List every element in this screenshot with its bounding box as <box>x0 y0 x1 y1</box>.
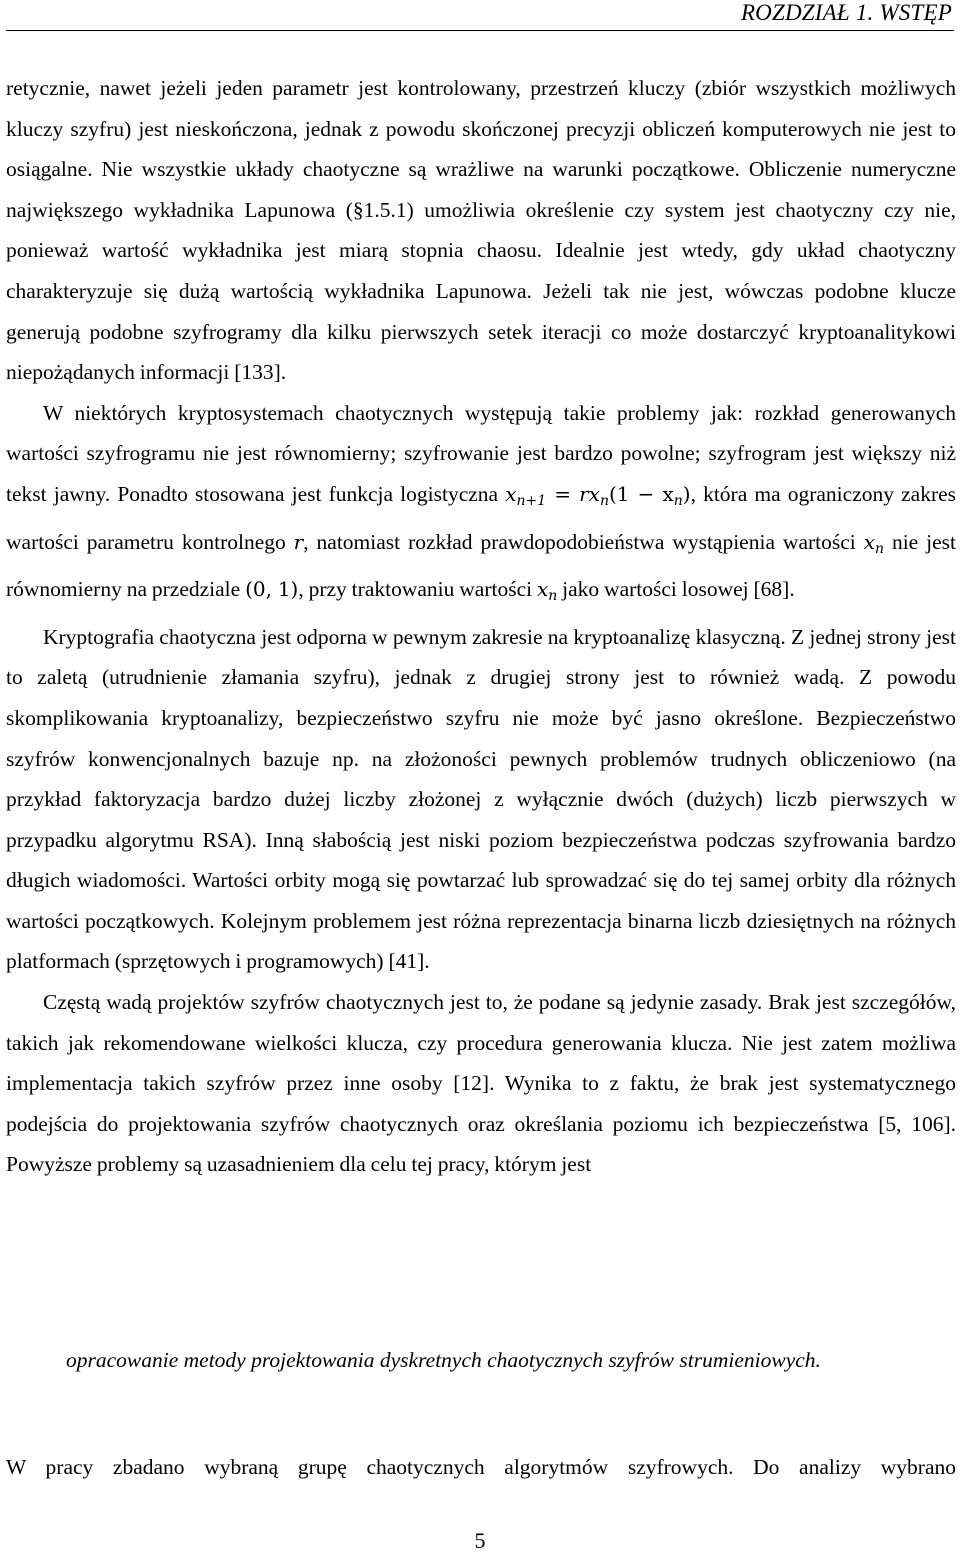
running-head: ROZDZIAŁ 1. WSTĘP <box>740 0 952 25</box>
math-xn-2 <box>536 577 558 605</box>
eq-rhs-b: (1 − x <box>608 481 674 506</box>
paragraph-2-text-3: , natomiast rozkład prawdopodobieństwa wystąpienia wartości <box>303 529 864 554</box>
math-xn2-sub: n <box>548 588 558 605</box>
eq-rhs-sub1: n <box>599 492 609 509</box>
paragraph-2-text-1: W niektórych kryptosystemach chaotycznych występują takie problemy jak: rozkład generowanych wartości szyfrogramu nie jest równomierny; szyfrowanie jest bardzo powolne; szyfrogram jest większy niż tekst jawny. Ponadto stosowana jest funkcja logistyczna <box>6 400 956 506</box>
math-xn2-base: x <box>536 577 549 602</box>
eq-lhs: x <box>505 481 517 506</box>
body-text <box>6 68 956 1185</box>
paragraph-4: Częstą wadą projektów szyfrów chaotycznych jest to, że podane są jedynie zasady. Brak jest szczegółów, takich jak rekomendowane wielkości klucza, czy procedura generowania klucza. Nie jest zatem możliwa implementacja takich szyfrów przez inne osoby [12]. Wynika to z faktu, że brak jest systematycznego podejścia do projektowania szyfrów chaotycznych oraz określania poziomu ich bezpieczeństwa [5, 106]. Powyższe problemy są uzasadnieniem dla celu tej pracy, którym jest <box>6 990 956 1177</box>
paragraph-2 <box>6 393 956 617</box>
paragraph-2-text-4: nie jest równomierny na przedziale <box>6 529 956 602</box>
eq-rhs-c: ) <box>682 481 691 506</box>
eq-sign: = <box>546 481 580 506</box>
paragraph-2-text-6: jako wartości losowej [68]. <box>557 577 795 602</box>
eq-rhs-a: rx <box>579 481 600 506</box>
paragraph-2-text-5: , przy traktowaniu wartości <box>298 577 537 602</box>
paragraph-5: W pracy zbadano wybraną grupę chaotycznych algorytmów szyfrowych. Do analizy wybrano <box>6 1455 956 1479</box>
math-xn <box>863 529 885 557</box>
math-interval: (0, 1) <box>245 577 299 602</box>
paragraph-2-text-2: , która ma ograniczony zakres wartości parametru kontrolnego <box>6 481 957 554</box>
math-r: r <box>293 529 304 554</box>
eq-lhs-sub: n+1 <box>516 492 547 509</box>
paragraph-3: Kryptografia chaotyczna jest odporna w pewnym zakresie na kryptoanalizę klasyczną. Z jednej strony jest to zaletą (utrudnienie złamania szyfru), jednak z drugiej strony jest to również wadą. Z powodu skomplikowania kryptoanalizy, bezpieczeństwo szyfru nie może być jasno określone. Bezpieczeństwo szyfrów konwencjonalnych bazuje np. na złożoności pewnych problemów trudnych obliczeniowo (na przykład faktoryzacja bardzo dużej liczby złożonej z wyłącznie dwóch (dużych) liczb pierwszych w przypadku algorytmu RSA). Inną słabością jest niski poziom bezpieczeństwa podczas szyfrowania bardzo długich wiadomości. Wartości orbity mogą się powtarzać lub sprowadzać się do tej samej orbity dla różnych wartości początkowych. Kolejnym problemem jest różna reprezentacja binarna liczb dziesiętnych na różnych platformach (sprzętowych i programowych) [41]. <box>6 624 956 974</box>
logistic-map-equation <box>505 481 691 509</box>
page-header <box>0 0 960 40</box>
paragraph-1: retycznie, nawet jeżeli jeden parametr jest kontrolowany, przestrzeń kluczy (zbiór wszystkich możliwych kluczy szyfru) jest nieskończona, jednak z powodu skończonej precyzji obliczeń komputerowych nie jest to osiągalne. Nie wszystkie układy chaotyczne są wrażliwe na warunki początkowe. Obliczenie numeryczne największego wykładnika Lapunowa (§1.5.1) umożliwia określenie czy system jest chaotyczny czy nie, ponieważ wartość wykładnika jest miarą stopnia chaosu. Idealnie jest wtedy, gdy układ chaotyczny charakteryzuje się dużą wartością wykładnika Lapunowa. Jeżeli tak nie jest, wówczas podobne klucze generują podobne szyfrogramy dla kilku pierwszych setek iteracji co może dostarczyć kryptoanalitykowi niepożądanych informacji [133]. <box>6 76 956 385</box>
page-number: 5 <box>474 1528 486 1553</box>
math-xn-sub: n <box>874 540 885 557</box>
header-rule <box>6 30 954 31</box>
eq-rhs-sub2: n <box>673 492 683 509</box>
research-goal-quote: opracowanie metody projektowania dyskretnych chaotycznych szyfrów strumieniowych. <box>66 1348 821 1372</box>
math-xn-base: x <box>863 529 875 554</box>
